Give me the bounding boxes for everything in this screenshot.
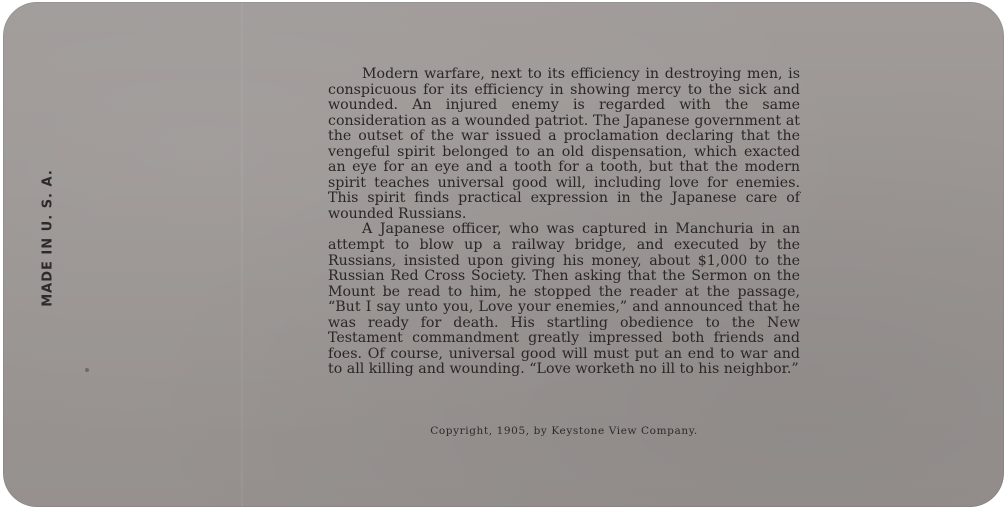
stereoview-card-back <box>3 2 1004 507</box>
copyright-line: Copyright, 1905, by Keystone View Company. <box>430 425 698 437</box>
description-text <box>328 67 800 378</box>
paragraph-2: A Japanese officer, who was captured in Manchuria in an attempt to blow up a railway bridge, and executed by the Russians, insisted upon giving his money, about $1,000 to the Russian Red Cross Society. Then asking that the Sermon on the Mount be read to him, he stopped the reader at the passage, “But I say unto you, Love your enemies,” and announced that he was ready for death. His startling obedience to the New Testament commandment greatly impressed both friends and foes. Of course, universal good will must put an end to war and to all killing and wounding. “Love worketh no ill to his neighbor.” <box>328 221 800 378</box>
paragraph-1: Modern warfare, next to its efficiency in destroying men, is conspicuous for its efficiency in showing mercy to the sick and wounded. An injured enemy is regarded with the same consideration as a wounded patriot. The Japanese government at the outset of the war issued a proclamation declaring that the vengeful spirit belonged to an old dispensation, which exacted an eye for an eye and a tooth for a tooth, but that the modern spirit teaches universal good will, including love for enemies. This spirit finds practical expression in the Japanese care of wounded Russians. <box>328 66 800 222</box>
panel-divider <box>241 2 243 507</box>
paper-speck <box>85 368 89 372</box>
made-in-usa-label: MADE IN U. S. A. <box>40 169 56 307</box>
